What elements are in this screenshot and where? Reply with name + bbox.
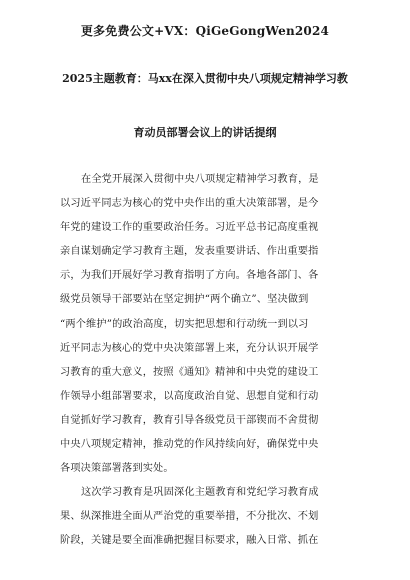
body-text xyxy=(60,168,356,554)
document-title-line-1: 2025主题教育：马xx在深入贯彻中央八项规定精神学习教 xyxy=(62,72,348,85)
body-line: 年党的建设工作的重要政治任务。习近平总书记高度重视 xyxy=(60,222,319,234)
body-line: 在全党开展深入贯彻中央八项规定精神学习教育，是 xyxy=(81,174,319,185)
body-line: 阶段，关键是要全面准确把握目标要求，融入日常、抓在 xyxy=(60,535,319,547)
body-line: 级党员领导干部要站在坚定拥护“两个确立”、坚决做到 xyxy=(60,294,309,306)
body-line: 这次学习教育是巩固深化主题教育和党纪学习教育成 xyxy=(81,487,319,499)
body-line: 示，为我们开展好学习教育指明了方向。各地各部门、各 xyxy=(60,270,319,282)
body-line: 各项决策部署落到实处。 xyxy=(60,463,174,475)
body-line: 习教育的重大意义，按照《通知》精神和中央党的建设工 xyxy=(60,366,319,378)
body-line: 中央八项规定精神，推动党的作风持续向好，确保党中央 xyxy=(60,439,319,451)
body-line: 作领导小组部署要求，以高度政治自觉、思想自觉和行动 xyxy=(60,390,319,402)
body-line: 果、纵深推进全面从严治党的重要举措，不分批次、不划 xyxy=(60,511,319,523)
body-line: 亲自谋划确定学习教育主题，发表重要讲话、作出重要指 xyxy=(60,246,319,258)
body-line: 自觉抓好学习教育，教育引导各级党员干部锲而不舍贯彻 xyxy=(60,414,319,426)
body-line: 以习近平同志为核心的党中央作出的重大决策部署，是今 xyxy=(60,198,319,210)
header-note: 更多免费公文+VX：QiGeGongWen2024 xyxy=(80,24,330,38)
body-line: 近平同志为核心的党中央决策部署上来，充分认识开展学 xyxy=(60,342,319,354)
body-line: “两个维护”的政治高度，切实把思想和行动统一到以习 xyxy=(60,318,309,330)
document-title-line-2: 育动员部署会议上的讲话提纲 xyxy=(133,126,277,139)
